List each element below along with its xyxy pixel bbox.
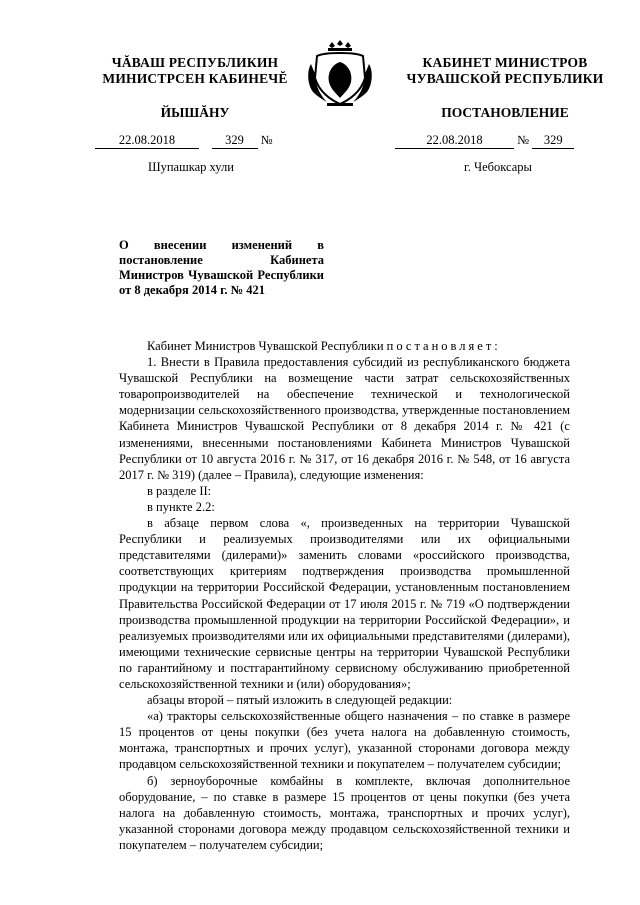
document-header [0,0,640,200]
right-doctype: ПОСТАНОВЛЕНИЕ [441,105,569,120]
body-paragraph: в разделе II: [147,483,212,498]
left-org-line1: ЧĂВАШ РЕСПУБЛИКИН [111,55,279,70]
coat-of-arms-emblem [305,40,375,110]
body-paragraph: абзацы второй – пятый изложить в следующей редакции: [147,693,453,708]
right-date-row [395,133,574,149]
left-city: Шупашкар хули [148,160,234,174]
left-header-block [90,55,300,121]
left-number: 329 [212,133,258,149]
left-number-sign: № [260,133,273,147]
right-header-block [395,55,615,121]
left-doctype: ЙЫШĂНУ [160,105,230,120]
document-subject: О внесении изменений в постановление Кабинета Министров Чувашской Республики от 8 декабря 2014 г. № 421 [119,238,324,297]
intro-spaced-verb: постановляет: [386,339,501,353]
body-paragraph: 1. Внести в Правила предоставления субсидий из республиканского бюджета Чувашской Республики на возмещение части затрат сельскохозяйственных товаропроизводителей на обеспечение технической и технологической модернизации сельскохозяйственного производства, утвержденные постановлением Кабинета Министров Чувашской Республики от 8 декабря 2014 г. № 421 (с изменениями, внесенными постановлениями Кабинета Министров Чувашской Республики от 10 августа 2016 г. № 317, от 16 декабря 2016 г. № 548, от 16 августа 2017 г. № 319) (далее – Правила), следующие изменения: [119,355,570,482]
left-org-line2: МИНИСТРСЕН КАБИНЕЧĔ [102,71,288,86]
right-org-line2: ЧУВАШСКОЙ РЕСПУБЛИКИ [406,71,604,86]
right-city: г. Чебоксары [464,160,532,174]
intro-paragraph [119,338,570,354]
left-date: 22.08.2018 [95,133,199,149]
right-org-line1: КАБИНЕТ МИНИСТРОВ [422,55,588,70]
body-paragraph: б) зерноуборочные комбайны в комплекте, включая дополнительное оборудование, – по ставке в размере 15 процентов от цены покупки (без учета налога на добавленную стоимость, монтажа, транспортных и прочих услуг), указанной сторонами договора между продавцом сельскохозяйственной техники и покупателем – получателем субсидии; [119,773,570,852]
right-number: 329 [532,133,574,149]
right-number-sign: № [517,133,530,147]
body-paragraph: в абзаце первом слова «, произведенных на территории Чувашской Республики и реализуемых производителями или их официальными представителями (дилерами)» заменить словами «российского производства, соответствующих критериям подтверждения производства промышленной продукции на территории Российской Федерации, установленным постановлением Правительства Российской Федерации от 17 июля 2015 г. № 719 «О подтверждении производства промышленной продукции на территории Российской Федерации», и реализуемых производителями или их официальными представителями (дилерами), имеющими технические сервисные центры на территории Чувашской Республики по гарантийному и постгарантийному сервисному обслуживанию приобретенной сельскохозяйственной техники и (или) оборудования»; [119,516,570,691]
body-paragraph: в пункте 2.2: [147,499,215,514]
document-body [119,338,570,853]
intro-text: Кабинет Министров Чувашской Республики [147,339,384,353]
body-paragraph: «а) тракторы сельскохозяйственные общего назначения – по ставке в размере 15 процентов от цены покупки (без учета налога на добавленную стоимость, монтажа, транспортных и прочих услуг), указанной сторонами договора между продавцом сельскохозяйственной техники и покупателем – получателем субсидии; [119,709,570,772]
right-date: 22.08.2018 [395,133,514,149]
left-date-row [95,133,273,149]
